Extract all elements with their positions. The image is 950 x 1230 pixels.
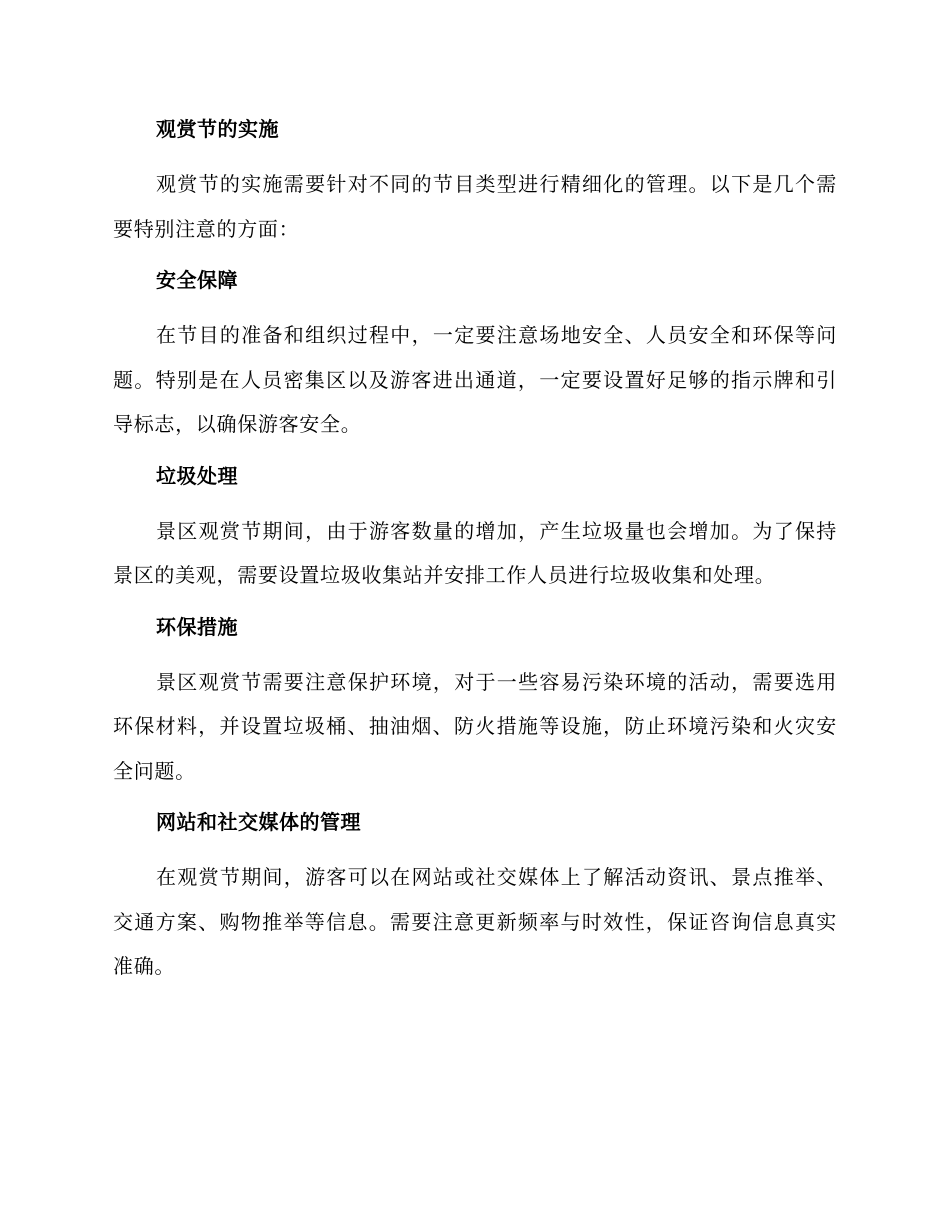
- section-heading-garbage: 垃圾处理: [156, 463, 238, 488]
- section-body-web-social: 在观赏节期间，游客可以在网站或社交媒体上了解活动资讯、景点推举、交通方案、购物推举等信息。需要注意更新频率与时效性，保证咨询信息真实准确。: [113, 865, 837, 978]
- section-body-environment: 景区观赏节需要注意保护环境，对于一些容易污染环境的活动，需要选用环保材料，并设置垃圾桶、抽油烟、防火措施等设施，防止环境污染和火灾安全问题。: [113, 669, 837, 783]
- section-heading-web-social: 网站和社交媒体的管理: [156, 810, 361, 834]
- section-heading-environment: 环保措施: [156, 614, 238, 639]
- section-body-implementation: 观赏节的实施需要针对不同的节目类型进行精细化的管理。以下是几个需要特别注意的方面：: [113, 172, 837, 241]
- section-heading-implementation: 观赏节的实施: [156, 117, 279, 141]
- section-heading-safety: 安全保障: [156, 268, 238, 292]
- section-body-garbage: 景区观赏节期间，由于游客数量的增加，产生垃圾量也会增加。为了保持景区的美观，需要设置垃圾收集站并安排工作人员进行垃圾收集和处理。: [113, 518, 837, 587]
- section-body-safety: 在节目的准备和组织过程中，一定要注意场地安全、人员安全和环保等问题。特别是在人员密集区以及游客进出通道，一定要设置好足够的指示牌和引导标志，以确保游客安全。: [113, 323, 837, 436]
